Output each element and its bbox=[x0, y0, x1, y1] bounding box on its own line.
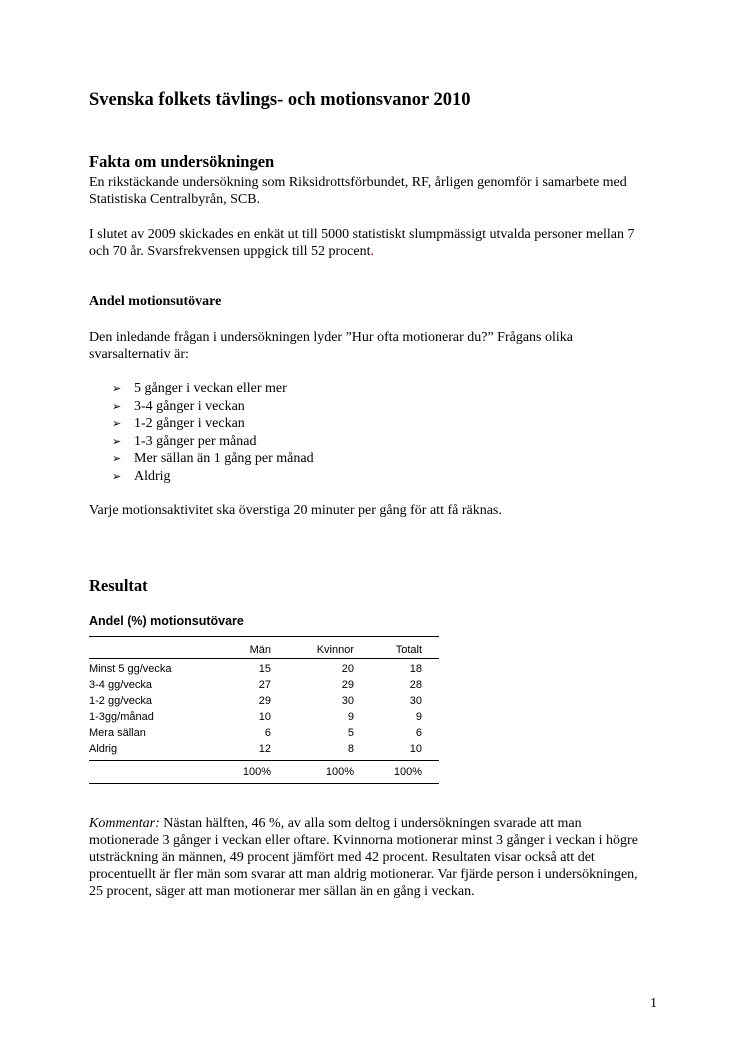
answer-option bbox=[89, 450, 489, 468]
row-label: Aldrig bbox=[89, 743, 118, 755]
arrow-bullet-icon: ➢ bbox=[112, 399, 122, 413]
facts-paragraph-2-period: . bbox=[370, 244, 374, 259]
table-row bbox=[89, 693, 439, 709]
arrow-bullet-icon: ➢ bbox=[112, 417, 122, 430]
comment-label: Kommentar: bbox=[89, 816, 160, 831]
cell-men: 29 bbox=[258, 695, 271, 707]
facts-paragraph-2-text: I slutet av 2009 skickades en enkät ut till 5000 statistiskt slumpmässigt utvalda personer mellan 7 och 70 år. Svarsfrekvensen uppgick till 52 procent bbox=[89, 227, 635, 259]
cell-women: 9 bbox=[347, 711, 354, 723]
column-header: Män bbox=[249, 644, 271, 656]
total-women: 100% bbox=[325, 766, 354, 778]
table-header-row bbox=[89, 637, 439, 659]
cell-total: 10 bbox=[409, 743, 422, 755]
answer-option-label: 5 gånger i veckan eller mer bbox=[134, 381, 287, 396]
answer-option bbox=[89, 468, 489, 486]
answer-option bbox=[89, 380, 489, 398]
column-spacer bbox=[422, 637, 439, 659]
column-header bbox=[89, 637, 209, 659]
table-row bbox=[89, 659, 439, 678]
cell-women: 29 bbox=[341, 679, 354, 691]
answer-option-label: 1-2 gånger i veckan bbox=[134, 416, 245, 431]
row-label: Minst 5 gg/vecka bbox=[89, 663, 172, 675]
arrow-bullet-icon: ➢ bbox=[112, 452, 122, 465]
table-row bbox=[89, 709, 439, 725]
cell-women: 8 bbox=[347, 743, 354, 755]
answer-options-list bbox=[89, 380, 489, 485]
results-heading: Resultat bbox=[89, 576, 148, 595]
cell-men: 27 bbox=[258, 679, 271, 691]
answer-option-label: Aldrig bbox=[134, 468, 171, 484]
table-row bbox=[89, 725, 439, 741]
arrow-bullet-icon: ➢ bbox=[112, 469, 122, 483]
answer-option-label: 1-3 gånger per månad bbox=[134, 433, 257, 449]
column-header: Kvinnor bbox=[316, 644, 354, 656]
table-caption: Andel (%) motionsutövare bbox=[89, 614, 244, 628]
cell-total: 6 bbox=[415, 727, 422, 739]
arrow-bullet-icon: ➢ bbox=[112, 382, 122, 395]
cell-women: 20 bbox=[341, 663, 354, 675]
cell-men: 15 bbox=[258, 663, 271, 675]
comment-text: Nästan hälften, 46 %, av alla som deltog i undersökningen svarade att man motionerade 3 gånger i veckan eller oftare. Kvinnorna motionerar minst 3 gånger i veckan i högre utsträckning än männen, 49 procent jämfört med 42 procent. Resultaten visar också att det procentuellt är fler män som svarar att man aldrig motionerar. Var fjärde person i undersökningen, 25 procent, säger att man motionerar mer sällan än en gång i veckan. bbox=[89, 816, 638, 899]
row-label: 1-3gg/månad bbox=[89, 711, 154, 723]
cell-men: 12 bbox=[258, 743, 271, 755]
page-number: 1 bbox=[650, 996, 657, 1011]
answer-option-label: Mer sällan än 1 gång per månad bbox=[134, 451, 314, 466]
total-label bbox=[89, 761, 209, 784]
facts-heading: Fakta om undersökningen bbox=[89, 152, 275, 171]
duration-note: Varje motionsaktivitet ska överstiga 20 minuter per gång för att få räknas. bbox=[89, 503, 502, 518]
row-label: 3-4 gg/vecka bbox=[89, 679, 152, 691]
results-comment bbox=[89, 815, 649, 900]
share-intro: Den inledande frågan i undersökningen lyder ”Hur ofta motionerar du?” Frågans olika svarsalternativ är: bbox=[89, 330, 573, 362]
facts-paragraph-2 bbox=[89, 226, 649, 260]
cell-men: 10 bbox=[258, 711, 271, 723]
cell-women: 30 bbox=[341, 695, 354, 707]
cell-total: 28 bbox=[409, 679, 422, 691]
arrow-bullet-icon: ➢ bbox=[112, 434, 122, 448]
row-label: Mera sällan bbox=[89, 727, 146, 739]
answer-option bbox=[89, 433, 489, 451]
document-title: Svenska folkets tävlings- och motionsvanor 2010 bbox=[89, 90, 471, 110]
answer-option bbox=[89, 398, 489, 416]
total-all: 100% bbox=[393, 766, 422, 778]
facts-paragraph-1: En rikstäckande undersökning som Riksidrottsförbundet, RF, årligen genomför i samarbete med Statistiska Centralbyrån, SCB. bbox=[89, 175, 627, 207]
cell-men: 6 bbox=[264, 727, 271, 739]
total-men: 100% bbox=[242, 766, 271, 778]
cell-women: 5 bbox=[347, 727, 354, 739]
answer-option-label: 3-4 gånger i veckan bbox=[134, 398, 245, 414]
results-table bbox=[89, 636, 439, 784]
row-label: 1-2 gg/vecka bbox=[89, 695, 152, 707]
column-header: Totalt bbox=[395, 644, 422, 656]
cell-total: 9 bbox=[415, 711, 422, 723]
share-heading: Andel motionsutövare bbox=[89, 294, 222, 309]
answer-option bbox=[89, 415, 489, 433]
table-row bbox=[89, 677, 439, 693]
table-total-row bbox=[89, 761, 439, 784]
cell-total: 18 bbox=[409, 663, 422, 675]
cell-total: 30 bbox=[409, 695, 422, 707]
table-row bbox=[89, 741, 439, 761]
